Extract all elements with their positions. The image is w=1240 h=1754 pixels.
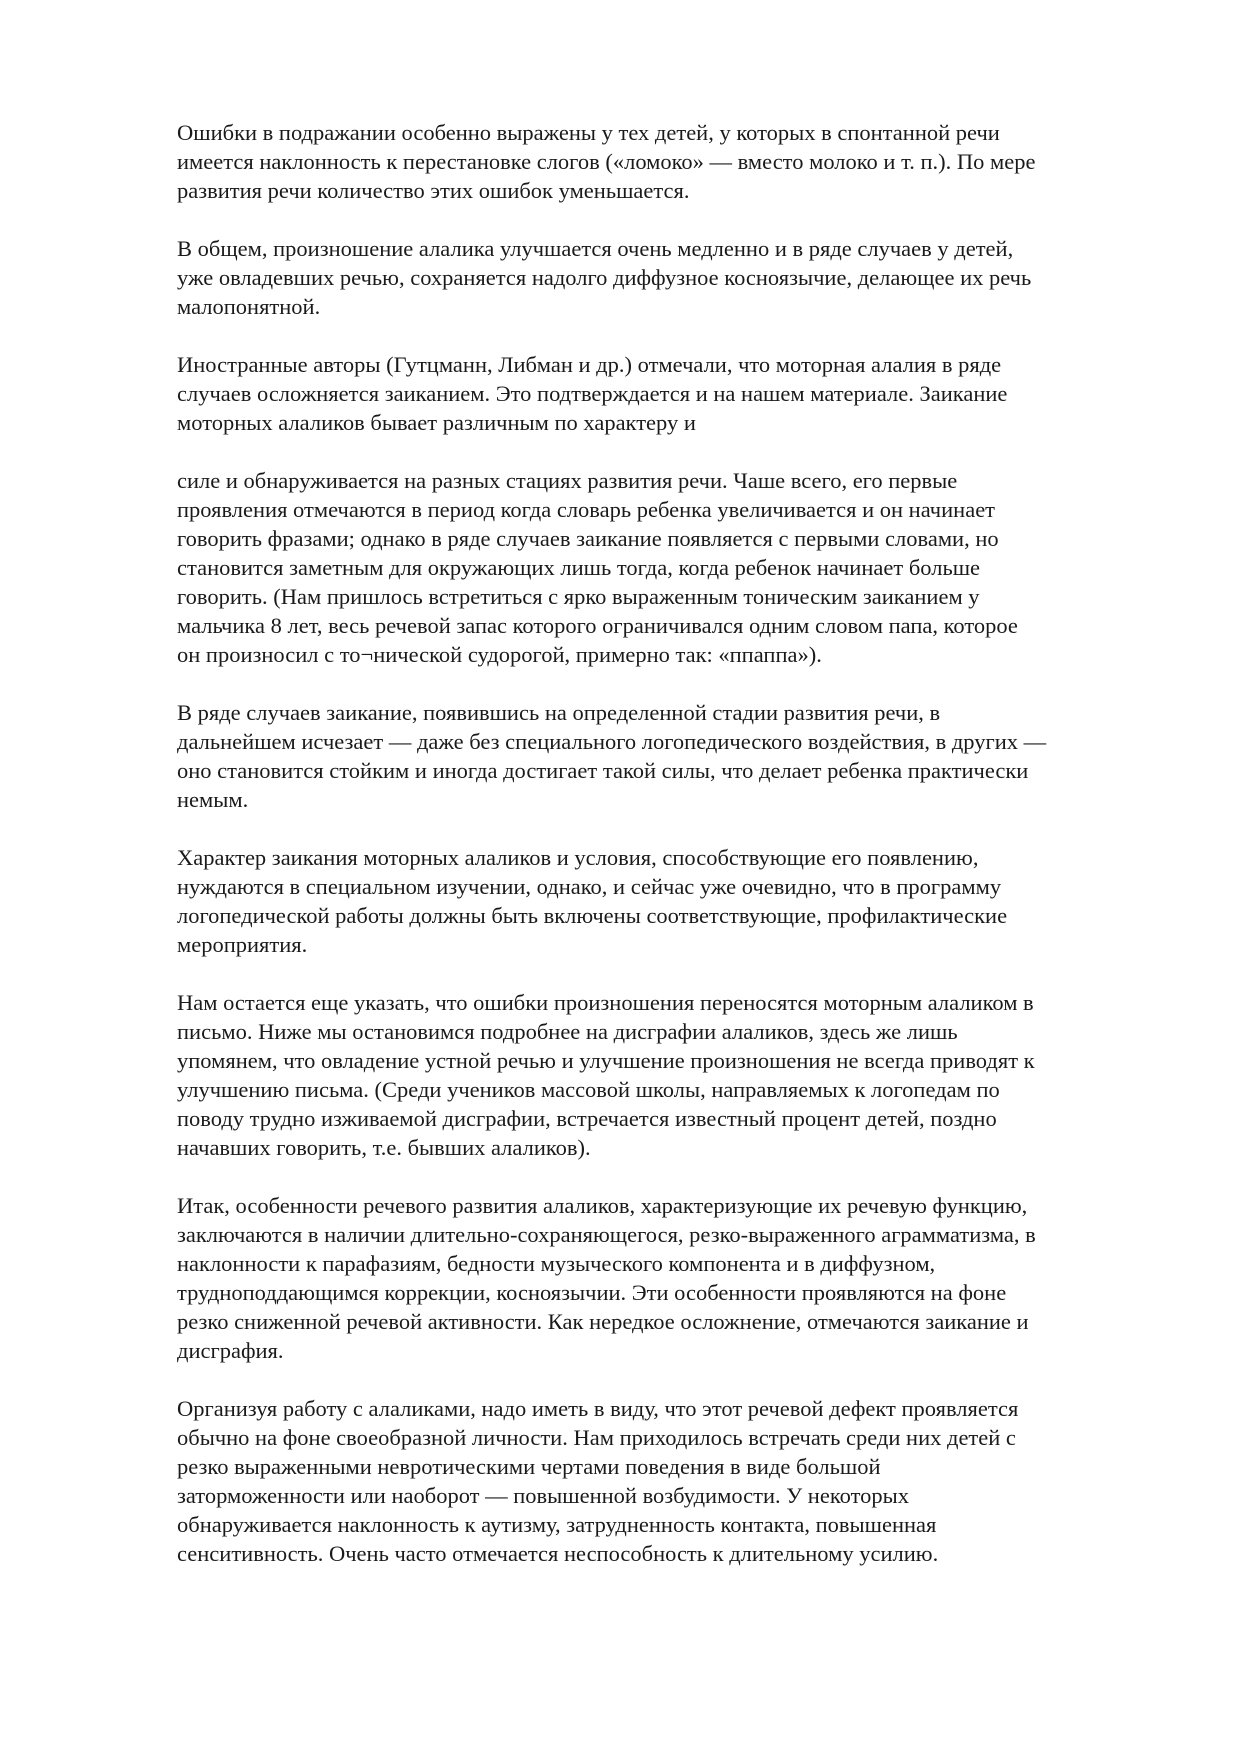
text-line: Характер заикания моторных алаликов и условия, способствующие его появлению, (177, 845, 979, 870)
text-line: становится заметным для окружающих лишь тогда, когда ребенок начинает больше (177, 555, 981, 580)
paragraph (177, 466, 1162, 669)
text-line: развития речи количество этих ошибок уменьшается. (177, 178, 690, 203)
text-line: силе и обнаруживается на разных стациях развития речи. Чаше всего, его первые (177, 468, 958, 493)
text-line: он произносил с то¬нической судорогой, примерно так: «ппаппа»). (177, 642, 822, 667)
text-line: дальнейшем исчезает — даже без специального логопедического воздействия, в других — (177, 729, 1047, 754)
text-line: обнаруживается наклонность к аутизму, затрудненность контакта, повышенная (177, 1512, 937, 1537)
text-line: логопедической работы должны быть включены соответствующие, профилактические (177, 903, 1008, 928)
text-line: имеется наклонность к перестановке слогов («ломоко» — вместо молоко и т. п.). По мере (177, 149, 1036, 174)
paragraph (177, 1191, 1162, 1365)
text-line: моторных алаликов бывает различным по характеру и (177, 410, 696, 435)
text-line: проявления отмечаются в период когда словарь ребенка увеличивается и он начинает (177, 497, 996, 522)
text-line: дисграфия. (177, 1338, 284, 1363)
text-line: малопонятной. (177, 294, 321, 319)
text-line: улучшению письма. (Среди учеников массовой школы, направляемых к логопедам по (177, 1077, 1000, 1102)
text-line: сенситивность. Очень часто отмечается неспособность к длительному усилию. (177, 1541, 939, 1566)
text-line: Организуя работу с алаликами, надо иметь в виду, что этот речевой дефект проявляется (177, 1396, 1019, 1421)
document-body (177, 118, 1162, 1597)
text-line: говорить. (Нам пришлось встретиться с ярко выраженным тоническим заиканием у (177, 584, 980, 609)
text-line: уже овладевших речью, сохраняется надолго диффузное косноязычие, делающее их речь (177, 265, 1032, 290)
text-line: письмо. Ниже мы остановимся подробнее на дисграфии алаликов, здесь же лишь (177, 1019, 958, 1044)
text-line: Итак, особенности речевого развития алаликов, характеризующие их речевую функцию, (177, 1193, 1028, 1218)
paragraph (177, 843, 1162, 959)
paragraph (177, 698, 1162, 814)
text-line: случаев осложняется заиканием. Это подтверждается и на нашем материале. Заикание (177, 381, 1008, 406)
text-line: В общем, произношение алалика улучшается очень медленно и в ряде случаев у детей, (177, 236, 1014, 261)
text-line: Нам остается еще указать, что ошибки произношения переносятся моторным алаликом в (177, 990, 1034, 1015)
paragraph (177, 234, 1162, 321)
text-line: оно становится стойким и иногда достигает такой силы, что делает ребенка практически (177, 758, 1029, 783)
paragraph (177, 1394, 1162, 1568)
text-line: немым. (177, 787, 249, 812)
text-line: поводу трудно изживаемой дисграфии, встречается известный процент детей, поздно (177, 1106, 997, 1131)
text-line: мальчика 8 лет, весь речевой запас которого ограничивался одним словом папа, которое (177, 613, 1018, 638)
paragraph (177, 350, 1162, 437)
text-line: резко выраженными невротическими чертами поведения в виде большой (177, 1454, 881, 1479)
text-line: Ошибки в подражании особенно выражены у тех детей, у которых в спонтанной речи (177, 120, 1000, 145)
text-line: нуждаются в специальном изучении, однако, и сейчас уже очевидно, что в программу (177, 874, 1002, 899)
text-line: В ряде случаев заикание, появившись на определенной стадии развития речи, в (177, 700, 941, 725)
text-line: начавших говорить, т.е. бывших алаликов). (177, 1135, 591, 1160)
text-line: упомянем, что овладение устной речью и улучшение произношения не всегда приводят к (177, 1048, 1035, 1073)
text-line: обычно на фоне своеобразной личности. Нам приходилось встречать среди них детей с (177, 1425, 1016, 1450)
text-line: заключаются в наличии длительно-сохраняющегося, резко-выраженного аграмматизма, в (177, 1222, 1036, 1247)
text-line: заторможенности или наоборот — повышенной возбудимости. У некоторых (177, 1483, 909, 1508)
text-line: наклонности к парафазиям, бедности музыческого компонента и в диффузном, (177, 1251, 936, 1276)
text-line: Иностранные авторы (Гутцманн, Либман и др.) отмечали, что моторная алалия в ряде (177, 352, 1002, 377)
text-line: мероприятия. (177, 932, 308, 957)
text-line: трудноподдающимся коррекции, косноязычии. Эти особенности проявляются на фоне (177, 1280, 1007, 1305)
paragraph (177, 988, 1162, 1162)
paragraph (177, 118, 1162, 205)
text-line: говорить фразами; однако в ряде случаев заикание появляется с первыми словами, но (177, 526, 999, 551)
text-line: резко сниженной речевой активности. Как нередкое осложнение, отмечаются заикание и (177, 1309, 1029, 1334)
